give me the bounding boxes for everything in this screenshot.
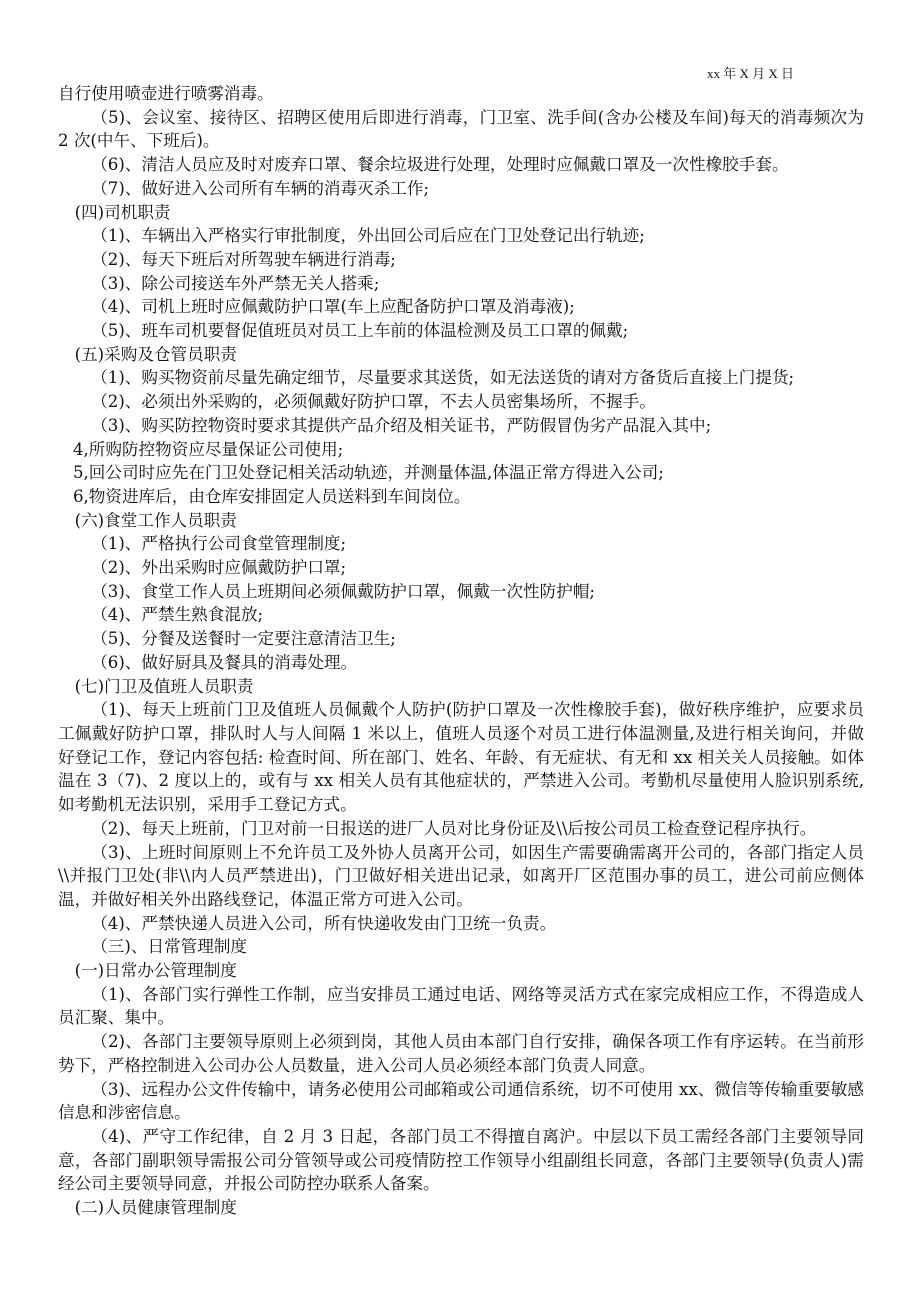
paragraph: 6,物资进库后，由仓库安排固定人员送料到车间岗位。 <box>72 486 471 506</box>
paragraph: （2)、必须出外采购的，必须佩戴好防护口罩，不去人员密集场所，不握手。 <box>91 392 656 412</box>
paragraph: （4)、严守工作纪律，自 2 月 3 日起，各部门员工不得擅自离沪。中层以下员工需经各部门主要领导同意，各部门副职领导需报公司分管领导或公司疫情防控工作领导小组副组长同意，各部门主要领导(负责人)需经公司主要领导同意，并报公司防控办联系人备案。 <box>58 1126 864 1194</box>
paragraph: （5)、分餐及送餐时一定要注意清洁卫生; <box>91 629 396 649</box>
paragraph: （3)、除公司接送车外严禁无关人搭乘; <box>91 273 380 293</box>
paragraph: （3)、购买防控物资时要求其提供产品介绍及相关证书，严防假冒伪劣产品混入其中; <box>91 415 712 435</box>
paragraph: （三)、日常管理制度 <box>91 937 248 957</box>
paragraph: 4,所购防控物资应尽量保证公司使用; <box>72 439 344 459</box>
paragraph: （5)、班车司机要督促值班员对员工上车前的体温检测及员工口罩的佩戴; <box>91 321 629 341</box>
paragraph: （1)、各部门实行弹性工作制，应当安排员工通过电话、网络等灵活方式在家完成相应工作，不得造成人员汇聚、集中。 <box>58 984 864 1028</box>
paragraph: （3)、食堂工作人员上班期间必须佩戴防护口罩，佩戴一次性防护帽; <box>91 581 596 601</box>
paragraph: （4)、严禁快递人员进入公司，所有快递收发由门卫统一负责。 <box>91 913 557 933</box>
paragraph: （4)、严禁生熟食混放; <box>91 605 264 625</box>
paragraph: （1)、每天上班前门卫及值班人员佩戴个人防护(防护口罩及一次性橡胶手套)，做好秩序维护，应要求员工佩戴好防护口罩，排队时人与人间隔 1 米以上，值班人员逐个对员工进行体温测量,及进行相关询问，并做好登记工作，登记内容包括: 检查时间、所在部门、姓名、年龄、有无症状、有无和 xx 相关关人员接触。如体温在 3（7)、2 度以上的，或有与 xx 相关人员有其他症状的，严禁进入公司。考勤机尽量使用人脸识别系统,如考勤机无法识别，采用手工登记方式。 <box>58 700 864 815</box>
paragraph: （1)、购买物资前尽量先确定细节，尽量要求其送货，如无法送货的请对方备货后直接上门提货; <box>91 368 795 388</box>
paragraph: （1)、严格执行公司食堂管理制度; <box>91 534 347 554</box>
paragraph: 自行使用喷壶进行喷雾消毒。 <box>58 84 274 103</box>
page-header-date: xx 年 X 月 X 日 <box>706 66 794 81</box>
paragraph: (四)司机职责 <box>74 202 171 222</box>
paragraph: (七)门卫及值班人员职责 <box>74 676 254 696</box>
paragraph: （7)、做好进入公司所有车辆的消毒灭杀工作; <box>91 178 430 198</box>
paragraph: （3)、远程办公文件传输中，请务必使用公司邮箱或公司通信系统，切不可使用 xx、微信等传输重要敏感信息和涉密信息。 <box>58 1079 864 1123</box>
paragraph: （6)、清洁人员应及时对废弃口罩、餐余垃圾进行处理，处理时应佩戴口罩及一次性橡胶手套。 <box>91 155 789 175</box>
paragraph: （2)、每天下班后对所驾驶车辆进行消毒; <box>91 249 396 269</box>
paragraph: （6)、做好厨具及餐具的消毒处理。 <box>91 652 358 672</box>
paragraph: （4)、司机上班时应佩戴防护口罩(车上应配备防护口罩及消毒液); <box>91 297 575 317</box>
paragraph: (六)食堂工作人员职责 <box>74 510 237 530</box>
paragraph: （2)、每天上班前，门卫对前一日报送的进厂人员对比身份证及\\后按公司员工检查登记程序执行。 <box>91 818 817 838</box>
paragraph: （2)、各部门主要领导原则上必须到岗，其他人员由本部门自行安排，确保各项工作有序运转。在当前形势下，严格控制进入公司办公人员数量，进入公司人员必须经本部门负责人同意。 <box>58 1032 864 1075</box>
paragraph: (五)采购及仓管员职责 <box>74 344 237 364</box>
document-body <box>58 82 864 1220</box>
paragraph: (二)人员健康管理制度 <box>74 1198 237 1218</box>
paragraph: (一)日常办公管理制度 <box>74 961 237 981</box>
paragraph: （5)、会议室、接待区、招聘区使用后即进行消毒，门卫室、洗手间(含办公楼及车间)每天的消毒频次为 2 次(中午、下班后)。 <box>58 107 864 151</box>
paragraph: （3)、上班时间原则上不允许员工及外协人员离开公司，如因生产需要确需离开公司的，各部门指定人员\\并报门卫处(非\\内人员严禁进出)，门卫做好相关进出记录，如离开厂区范围办事的员工，进公司前应侧体温，并做好相关外出路线登记，体温正常方可进入公司。 <box>58 842 864 909</box>
paragraph: （1)、车辆出入严格实行审批制度，外出回公司后应在门卫处登记出行轨迹; <box>91 226 645 246</box>
paragraph: 5,回公司时应先在门卫处登记相关活动轨迹，并测量体温,体温正常方得进入公司; <box>72 463 664 483</box>
paragraph: （2)、外出采购时应佩戴防护口罩; <box>91 558 347 578</box>
